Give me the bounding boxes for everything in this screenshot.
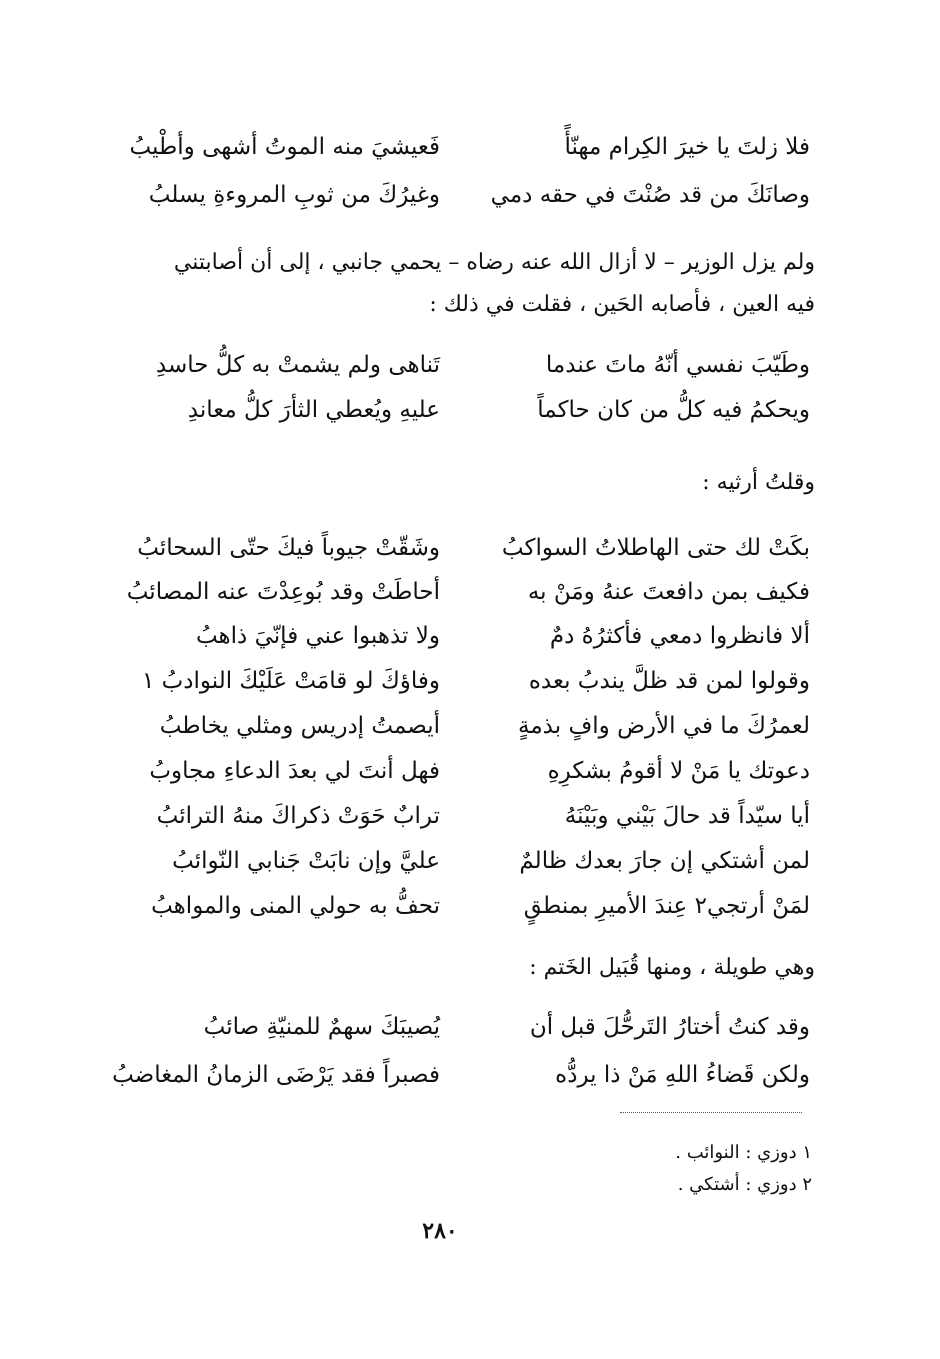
poem-verse <box>110 791 810 841</box>
poem-verse <box>110 746 810 796</box>
verse-first-hemistich: دعوتك يا مَنْ لا أقومُ بشكرِهِ <box>547 758 810 784</box>
verse-first-hemistich: وطَيّبَ نفسي أنّهُ ماتَ عندما <box>545 352 810 378</box>
verse-second-hemistich: أيصمتُ إدريس ومثلي يخاطبُ <box>159 713 440 739</box>
verse-first-hemistich: وقولوا لمن قد ظلَّ يندبُ بعده <box>528 668 810 694</box>
poem-verse <box>110 1050 810 1100</box>
verse-first-hemistich: لمن أشتكي إن جارَ بعدك ظالمٌ <box>519 848 810 874</box>
verse-first-hemistich: فكيف بمن دافعتَ عنهُ ومَنْ به <box>527 579 810 605</box>
page-number: ٢٨٠ <box>422 1218 458 1244</box>
verse-second-hemistich: وشَقّتْ جيوباً فيكَ حتّى السحائبُ <box>137 535 440 561</box>
verse-first-hemistich: ألا فانظروا دمعي فأكثرُهُ دمٌ <box>549 623 810 649</box>
poem-verse <box>110 611 810 661</box>
verse-second-hemistich: فصبراً فقد يَرْضَى الزمانُ المغاضبُ <box>112 1062 440 1088</box>
prose-line: وقلتُ أرثيه : <box>702 470 815 495</box>
verse-first-hemistich: ويحكمُ فيه كلُّ من كان حاكماً <box>537 397 810 423</box>
verse-second-hemistich: تحفُّ به حولي المنى والمواهبُ <box>151 893 440 919</box>
prose-line: فيه العين ، فأصابه الحَين ، فقلت في ذلك : <box>429 292 815 317</box>
verse-second-hemistich: فَعيشيَ منه الموتُ أشهى وأطْيبُ <box>129 134 440 160</box>
verse-second-hemistich: أحاطَتْ وقد بُوعِدْتَ عنه المصائبُ <box>126 579 440 605</box>
verse-first-hemistich: وصانَكَ من قد صُنْتَ في حقه دمي <box>490 182 810 208</box>
poem-verse <box>110 567 810 617</box>
verse-second-hemistich: عليَّ وإن نابَتْ جَنابي النّوائبُ <box>172 848 440 874</box>
poem-verse <box>110 385 810 435</box>
verse-second-hemistich: ترابٌ حَوَتْ ذكراكَ منهُ الترائبُ <box>156 803 440 829</box>
verse-second-hemistich: وغيرُكَ من ثوبِ المروءةِ يسلبُ <box>148 182 440 208</box>
verse-second-hemistich: عليهِ ويُعطي الثأرَ كلُّ معاندِ <box>187 397 440 423</box>
footnote-divider <box>620 1112 802 1113</box>
poem-verse <box>110 170 810 220</box>
verse-second-hemistich: ولا تذهبوا عني فإنّيَ ذاهبُ <box>195 623 440 649</box>
poem-verse <box>110 836 810 886</box>
poem-verse <box>110 701 810 751</box>
footnote: ٢ دوزي : أشتكي . <box>677 1174 812 1195</box>
verse-second-hemistich: وفاؤكَ لو قامَتْ عَلَيْكَ النوادبُ ١ <box>141 668 440 694</box>
verse-second-hemistich: فهل أنتَ لي بعدَ الدعاءِ مجاوبُ <box>149 758 440 784</box>
verse-first-hemistich: أيا سيّداً قد حالَ بَيْني وبَيْنَهُ <box>564 803 810 829</box>
verse-first-hemistich: لمَنْ أرتجي٢ عِندَ الأميرِ بمنطقٍ <box>523 893 810 919</box>
poem-verse <box>110 881 810 931</box>
verse-first-hemistich: وقد كنتُ أختارُ التَرحُّلَ قبل أن <box>529 1014 810 1040</box>
poem-verse <box>110 340 810 390</box>
verse-second-hemistich: يُصيبَكَ سهمٌ للمنيّةِ صائبُ <box>203 1014 440 1040</box>
poem-verse <box>110 122 810 172</box>
poem-verse <box>110 656 810 706</box>
poem-verse <box>110 523 810 573</box>
verse-first-hemistich: بكَتْ لك حتى الهاطلاتُ السواكبُ <box>501 535 810 561</box>
prose-line: ولم يزل الوزير – لا أزال الله عنه رضاه – يحمي جانبي ، إلى أن أصابتني <box>173 250 815 275</box>
verse-first-hemistich: لعمرُكَ ما في الأرض وافٍ بذمةٍ <box>518 713 810 739</box>
verse-first-hemistich: ولكن قَضاءُ اللهِ مَنْ ذا يردُّه <box>555 1062 810 1088</box>
verse-second-hemistich: تَناهى ولم يشمتْ به كلُّ حاسدِ <box>155 352 440 378</box>
footnote: ١ دوزي : النوائب . <box>675 1142 812 1163</box>
poem-verse <box>110 1002 810 1052</box>
verse-first-hemistich: فلا زلتَ يا خيرَ الكِرام مهنّأً <box>564 134 810 160</box>
prose-line: وهي طويلة ، ومنها قُبَيل الخَتم : <box>529 955 815 980</box>
